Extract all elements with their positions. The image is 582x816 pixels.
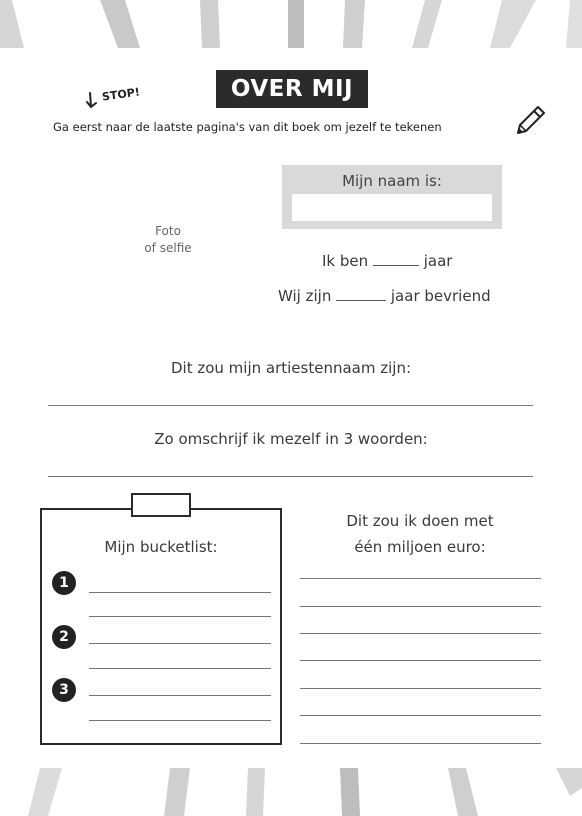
million-line[interactable]: [300, 660, 541, 661]
age-prefix: Ik ben: [322, 252, 369, 270]
million-line[interactable]: [300, 633, 541, 634]
bucketlist-title: Mijn bucketlist:: [104, 538, 218, 556]
million-line[interactable]: [300, 578, 541, 579]
million-line[interactable]: [300, 688, 541, 689]
three-words-label: Zo omschrijf ik mezelf in 3 woorden:: [154, 430, 428, 448]
intro-instruction: Ga eerst naar de laatste pagina's van dit boek om jezelf te tekenen: [53, 120, 442, 134]
million-euro-label: [300, 508, 540, 560]
artist-name-line[interactable]: [48, 405, 533, 406]
bucketlist-line[interactable]: [89, 695, 271, 696]
page-title: OVER MIJ: [216, 70, 368, 108]
arrow-down-icon: [86, 92, 100, 110]
age-suffix: jaar: [423, 252, 453, 270]
friendship-suffix: jaar bevriend: [390, 287, 491, 305]
bucketlist-number-1: 1: [52, 571, 76, 595]
friendship-prefix: Wij zijn: [278, 287, 332, 305]
age-blank[interactable]: [373, 265, 419, 266]
name-field[interactable]: [292, 194, 492, 221]
three-words-line[interactable]: [48, 476, 533, 477]
bucketlist-number-3: 3: [52, 678, 76, 702]
million-line[interactable]: [300, 743, 541, 744]
photo-label-line2: of selfie: [144, 241, 192, 255]
bucketlist-line[interactable]: [89, 643, 271, 644]
stop-label: STOP!: [101, 85, 141, 104]
bucketlist-line[interactable]: [89, 616, 271, 617]
bucketlist-line[interactable]: [89, 720, 271, 721]
friendship-line: [278, 287, 491, 305]
bucketlist-number-2: 2: [52, 625, 76, 649]
pencil-icon: [514, 105, 546, 137]
top-stripes-decoration: [0, 0, 582, 48]
clip-decoration: [131, 493, 191, 517]
bottom-stripes-decoration: [0, 768, 582, 816]
photo-placeholder[interactable]: [120, 223, 216, 257]
bucketlist-line[interactable]: [89, 668, 271, 669]
name-label: Mijn naam is:: [342, 172, 442, 190]
million-line[interactable]: [300, 606, 541, 607]
million-line[interactable]: [300, 715, 541, 716]
million-euro-line2: één miljoen euro:: [354, 538, 486, 556]
photo-label-line1: Foto: [155, 224, 181, 238]
million-euro-line1: Dit zou ik doen met: [346, 512, 494, 530]
friendship-blank[interactable]: [336, 300, 386, 301]
artist-name-label: Dit zou mijn artiestennaam zijn:: [170, 359, 412, 377]
age-line: [322, 252, 452, 270]
bucketlist-line[interactable]: [89, 592, 271, 593]
